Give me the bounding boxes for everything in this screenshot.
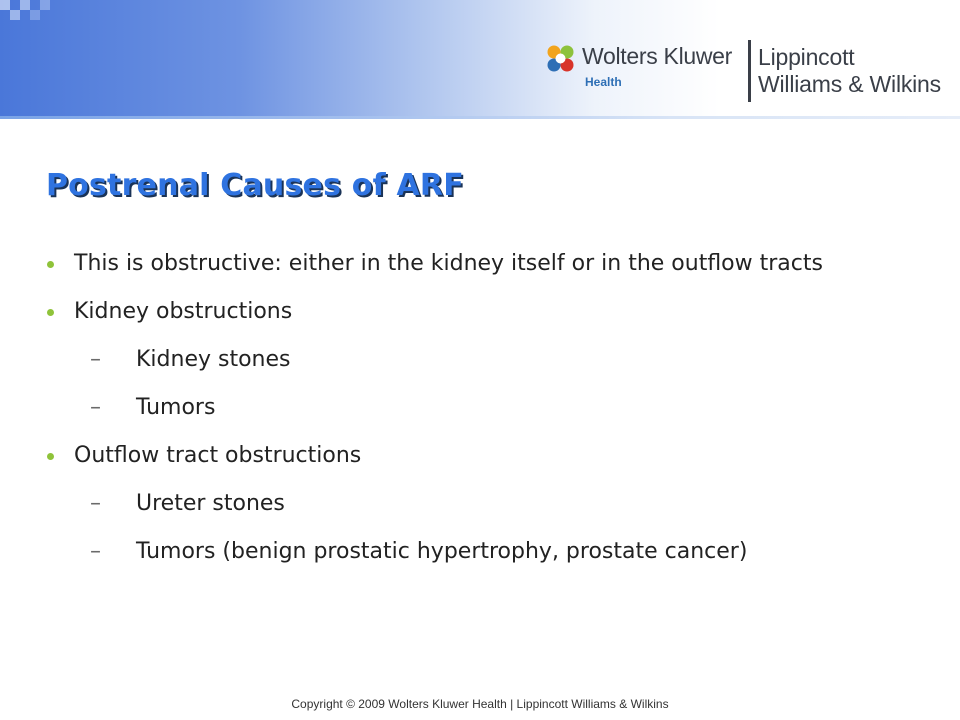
copyright-footer: Copyright © 2009 Wolters Kluwer Health | Lippincott Williams & Wilkins	[291, 697, 669, 711]
bullet-text: Kidney obstructions	[74, 299, 293, 324]
bullet-item	[46, 250, 926, 278]
logo-publisher-line2: Williams & Wilkins	[758, 71, 941, 97]
logo-publisher-text	[758, 44, 941, 98]
logo-divider	[748, 40, 751, 102]
slide-content	[46, 250, 926, 586]
bullet-dot-icon	[47, 453, 54, 460]
sub-item-text: Ureter stones	[136, 491, 285, 516]
logo-brand-text: Wolters Kluwer	[582, 43, 733, 69]
bullet-text: This is obstructive: either in the kidney itself or in the outflow tracts	[74, 251, 823, 276]
bullet-item	[46, 298, 926, 422]
corner-checker-pattern	[0, 0, 60, 24]
sub-item-text: Kidney stones	[136, 347, 291, 372]
sub-item	[74, 538, 926, 566]
sub-list	[74, 346, 926, 422]
bullet-dot-icon	[47, 309, 54, 316]
bullet-text: Outflow tract obstructions	[74, 443, 362, 468]
logo-publisher-line1: Lippincott	[758, 44, 855, 70]
publisher-logo	[544, 40, 956, 106]
bullet-item	[46, 442, 926, 566]
slide-title: Postrenal Causes of ARF	[46, 168, 464, 203]
sub-dash-icon: –	[90, 539, 101, 564]
sub-dash-icon: –	[90, 491, 101, 516]
sub-dash-icon: –	[90, 395, 101, 420]
sub-item-text: Tumors	[136, 395, 216, 420]
bullet-dot-icon	[47, 261, 54, 268]
bullet-list	[46, 250, 926, 566]
sub-item-text: Tumors (benign prostatic hypertrophy, prostate cancer)	[136, 539, 748, 564]
wolters-kluwer-mark-icon	[544, 42, 577, 75]
header-rule	[0, 116, 960, 119]
sub-item	[74, 346, 926, 374]
sub-item	[74, 394, 926, 422]
logo-division-text: Health	[585, 75, 622, 89]
sub-item	[74, 490, 926, 518]
sub-list	[74, 490, 926, 566]
sub-dash-icon: –	[90, 347, 101, 372]
